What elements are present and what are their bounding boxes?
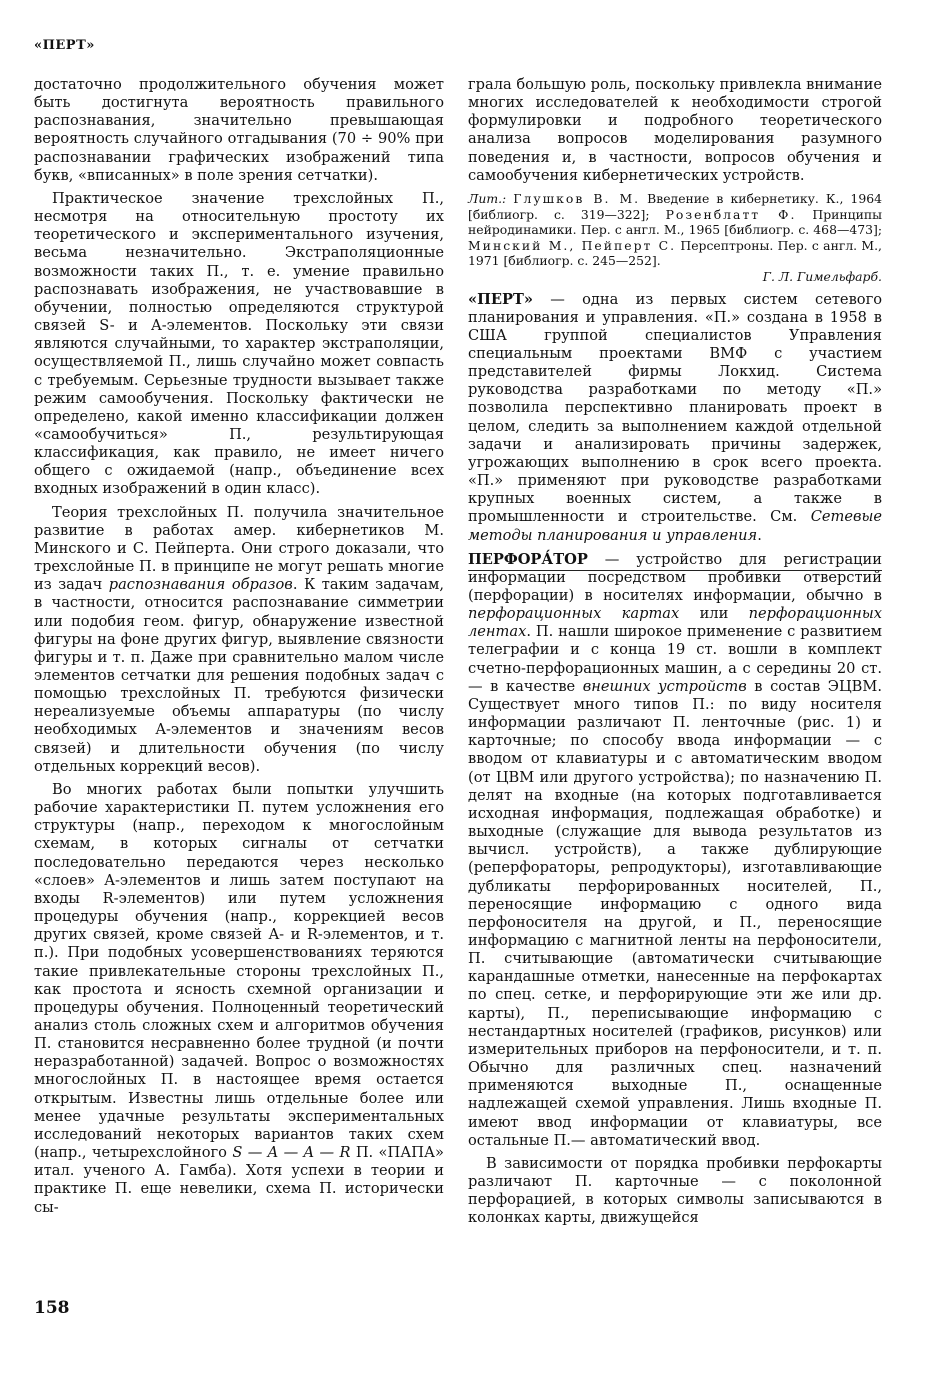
paragraph: В зависимости от порядка пробивки перфокарты различают П. карточные — с поколонной перфорацией, в которых символы записываются в колонках карты, движущейся (468, 1154, 882, 1227)
running-header: «ПЕРТ» (34, 38, 95, 53)
cross-reference: перфорационных лентах (468, 605, 882, 641)
text-run: Во многих работах были попытки улучшить рабочие характеристики П. путем усложнения его структуры (напр., переходом к многослойным схемам, в которых сигналы от сетчатки последовательно передаются через несколько «слоев» A-элементов и лишь затем поступают на входы R-элементов) или путем усложнения процедуры обучения (напр., коррекцией весов других связей, кроме связей A- и R-элементов, и т. п.). При подобных усовершенствованиях теряются такие привлекательные стороны трехслойных П., как простота и ясность схемной организации и процедуры обучения. Полноценный теоретический анализ столь сложных схем и алгоритмов обучения П. становится несравненно более трудной (и почти неразработанной) задачей. Вопрос о возможностях многослойных П. в настоящее время остается открытым. Известны лишь отдельные более или менее удачные результаты экспериментальных исследований некоторых вариантов таких схем (напр., четырехслойного (34, 780, 444, 1162)
lit-label: Лит.: (468, 190, 507, 206)
paragraph: Практическое значение трехслойных П., несмотря на относительную простоту их теоретического и экспериментального изучения, весьма незначительно. Экстраполяционные возможности таких П., т. е. умение правильно распознавать изображения, не участвовавшие в обучении, полностью определяются структурой связей S- и A-элементов. Поскольку эти связи являются случайными, то характер экстраполяции, осуществляемой П., лишь случайно может совпасть с требуемым. Серьезные трудности вызывает также режим самообучения. Поскольку фактически не определено, какой именно классификации должен «самообучиться» П., результирующая классификация, как правило, не имеет ничего общего с ожидаемой (напр., объединение всех входных изображений в один класс). (34, 189, 444, 498)
ref-title: Принципы нейродинамики. Пер. с англ. М., 1965 [библиогр. с. 468—473]; (468, 206, 882, 238)
ref-title: Персептроны. Пер. с англ. М., 1971 [библиогр. с. 245—252]. (468, 237, 882, 269)
text-run: . К таким задачам, в частности, относится распознавание симметрии или подобия геом. фигур, обнаружение известной фигуры на фоне других фигур, выявление связности фигуры и т. п. Даже при сравнительно малом числе элементов сетчатки для решения подобных задач с помощью трехслойных П. требуются физически нереализуемые объемы аппаратуры (по числу необходимых A-элементов и значениям весов связей) и длительности обучения (по числу отдельных коррекций весов). (34, 576, 444, 775)
paragraph: достаточно продолжительного обучения может быть достигнута вероятность правильного распознавания, значительно превышающая вероятность случайного отгадывания (70 ÷ 90% при распознавании графических изображений типа букв, «вписанных» в поле зрения сетчатки). (34, 76, 444, 184)
entry-perforator (468, 551, 882, 1150)
paragraph: грала большую роль, поскольку привлекла внимание многих исследователей к необходимости строгой формулировки и подробного теоретического анализа вопросов моделирования разумного поведения и, в частности, вопросов обучения и самообучения кибернетических устройств. (468, 76, 882, 184)
ref-author: Розенблатт Ф. (665, 206, 797, 222)
headword: «ПЕРТ» (468, 290, 533, 308)
cross-reference: Сетевые методы планирования и управления (468, 508, 882, 544)
ref-author: Минский М., Пейперт С. (468, 237, 677, 253)
formula: S — A — A — R (232, 1144, 351, 1162)
cross-reference: распознавания образов (108, 576, 293, 594)
text-run: — одна из первых систем сетевого планирования и управления. «П.» создана в 1958 в США группой специалистов Управления специальным проектами ВМФ с участием представителей фирмы Локхид. Система руководства разработками по методу «П.» позволила перспективно планировать проект в целом, следить за выполнением каждой отдельной задачи и анализировать причины задержек, угрожающих выполнению в срок всего проекта. «П.» применяют при руководстве разработками крупных военных систем, а также в промышленности и строительстве. См. (468, 290, 882, 526)
ref-author: Глушков В. М. (513, 190, 641, 206)
article-author: Г. Л. Гимельфарб. (762, 268, 882, 284)
bibliography (468, 191, 882, 285)
left-column (34, 76, 444, 1217)
right-column (468, 76, 882, 1227)
entry-divider (468, 570, 882, 571)
text-run: в состав ЭЦВМ. Существует много типов П.: по виду носителя информации различают П. ленточные (рис. 1) и карточные; по способу ввода информации — с вводом от клавиатуры и с автоматическим вводом (от ЦВМ или другого устройства); по назначению П. делят на входные (на которых подготавливается исходная информация, подлежащая обработке) и выходные (служащие для вывода результатов из вычисл. устройств), а также дублирующие (реперфораторы, репродукторы), изготавливающие дубликаты перфорированных носителей, П., переносящие информацию с одного вида перфоносителя на другой, и П., переносящие информацию с магнитной ленты на перфоносители, П. считывающие (автоматически считывающие карандашные отметки, нанесенные на перфокартах по спец. сетке, и перфорирующие эти же или др. карты), П., переписывающие информацию с нестандартных носителей (графиков, рисунков) или измерительных приборов на перфоносители, и т. п. Обычно для различных спец. назначений применяются выходные П., оснащенные надлежащей схемой управления. Лишь входные П. имеют ввод информации от клавиатуры, все остальные П.— автоматический ввод. (468, 677, 882, 1149)
text-run: П. «ПАПА» итал. ученого А. Гамба). Хотя успехи в теории и практике П. еще невелики, схема П. исторически сы- (34, 1144, 444, 1216)
cross-reference: внешних устройств (582, 677, 747, 695)
text-run: . (757, 526, 762, 544)
text-run: или (679, 605, 749, 623)
headword: ПЕРФОРА́ТОР (468, 550, 588, 568)
page-number: 158 (34, 1298, 70, 1318)
paragraph (34, 504, 444, 776)
ref-title: Введение в кибернетику. К., 1964 [библиогр. с. 319—322]; (468, 190, 882, 222)
entry-pert (468, 291, 882, 545)
text-run: Теория трехслойных П. получила значительное развитие в работах амер. кибернетиков М. Минского и С. Пейперта. Они строго доказали, что трехслойные П. в принципе не могут решать многие из задач (34, 503, 444, 594)
text-run: — устройство для регистрации информации посредством пробивки отверстий (перфорации) в носителях информации, обычно в (468, 550, 882, 604)
text-run: . П. нашли широкое применение с развитием телеграфии и с конца 19 ст. вошли в комплект счетно-перфорационных машин, а с середины 20 ст.— в качестве (468, 623, 882, 695)
paragraph (34, 781, 444, 1217)
cross-reference: перфорационных картах (468, 605, 680, 623)
